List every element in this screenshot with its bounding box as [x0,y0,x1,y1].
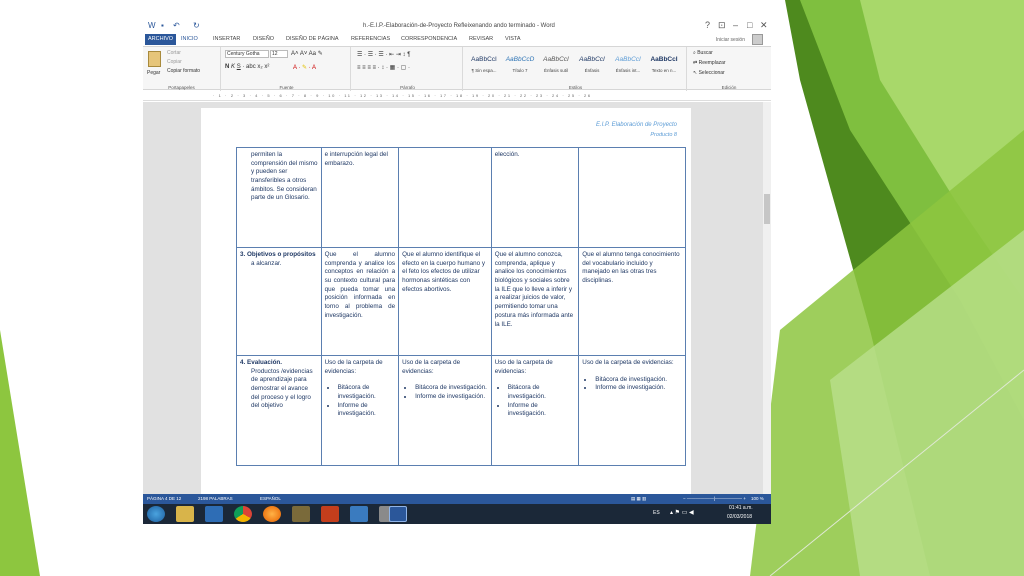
input-language[interactable]: ES [653,510,660,516]
windows-taskbar [143,504,771,524]
table-cell[interactable]: 4. Evaluación. Productos /evidencias de aprendizaje para demostrar el avance del proceso y el logro del objetivo [237,356,322,466]
document-page[interactable] [201,108,691,498]
table-cell[interactable]: Uso de la carpeta de evidencias: • Bitácora de investigación. • Informe de investigación. [321,356,399,466]
table-cell[interactable] [579,148,686,248]
style-gallery-item[interactable]: AaBbCcI Texto en n... [650,56,678,73]
list-item: • Bitácora de investigación. [337,384,396,401]
font-size-field[interactable]: 12 [270,50,288,58]
tab-archivo[interactable]: ARCHIVO [145,34,176,45]
scrollbar-thumb[interactable] [764,194,770,224]
paragraph-group [353,47,463,91]
avatar[interactable] [752,34,763,45]
firefox-icon[interactable] [263,506,281,522]
title-bar [143,18,771,34]
signin-link[interactable]: Iniciar sesión [715,37,745,43]
ribbon [143,46,771,90]
table-cell[interactable]: Uso de la carpeta de evidencias: • Bitácora de investigación. • Informe de investigación. [579,356,686,466]
redo-icon[interactable]: ↻ [193,21,200,30]
font-name-field[interactable]: Century Gotha [225,50,269,58]
list-item: • Informe de investigación. [337,402,396,419]
tab-diseno[interactable]: DISEÑO [253,36,275,42]
clipboard-group-label: Portapapeles [168,85,195,90]
table-cell[interactable]: e interrupción legal del embarazo. [321,148,399,248]
table-cell[interactable]: permiten la comprensión del mismo y pueden ser transferibles a otros ámbitos. Se consideran parte de un Glosario. [237,148,322,248]
maximize-icon[interactable]: □ [747,20,753,30]
style-gallery-item[interactable]: AaBbCcI Énfasis [579,56,605,73]
editing-group-label: Edición [721,85,737,90]
paste-button[interactable]: Pegar [147,70,161,76]
powerpoint-icon[interactable] [321,506,339,522]
document-area [143,102,763,494]
picture-viewer-icon[interactable] [350,506,368,522]
tab-correspondencia[interactable]: CORRESPONDENCIA [401,36,458,42]
font-group [223,47,351,91]
table-row [237,356,686,466]
table-cell[interactable] [399,148,492,248]
page-header-title: E.I.P. Elaboración de Proyecto [596,122,677,128]
list-item: • Bitácora de investigación. [507,384,576,401]
ruler-marks: · 1 · 2 · 3 · 4 · 5 · 6 · 7 · 8 · 9 · 10 · 11 · 12 · 13 · 14 · 15 · 16 · 17 · 18 · 19 · 20 · 21 · 22 · 23 · 24 · 25 · 26 [213,93,592,98]
list-icons[interactable]: ☰ · ☰ · ☰ · ⇤ ⇥ ↕ ¶ [357,52,411,58]
select-button[interactable]: ↖ Seleccionar [693,70,725,76]
save-icon[interactable]: ▪ [161,21,164,30]
search-icon: ⌕ [693,50,696,56]
table-cell[interactable]: 3. Objetivos o propósitos a alcanzar. [237,248,322,356]
tab-insertar[interactable]: INSERTAR [213,36,241,42]
table-cell[interactable]: Uso de la carpeta de evidencias: • Bitácora de investigación. • Informe de investigación. [399,356,492,466]
font-grow-shrink-icons[interactable]: A˄ A˅ Aa ✎ [291,51,323,57]
style-gallery-item[interactable]: AaBbCcD Título 7 [505,56,535,73]
vertical-scrollbar[interactable] [763,102,771,494]
styles-group-label: Estilos [568,85,583,90]
file-explorer-icon[interactable] [176,506,194,522]
close-icon[interactable]: ✕ [760,20,768,30]
table-cell[interactable]: elección. [491,148,579,248]
rubric-table [236,147,686,466]
font-format-icons[interactable]: N K S · abc x₂ x² [225,64,270,70]
font-color-icons[interactable]: A · ✎ · A [293,65,317,71]
align-icons[interactable]: ≡ ≡ ≡ ≡ · ↕ · ▦ · ▢ · [357,65,411,71]
window-title: h.-E.I.P.-Elaboración-de-Proyecto Refleixenando ando terminado - Word [363,23,555,29]
undo-icon[interactable]: ↶ [173,21,180,30]
zoom-slider[interactable]: − ——————|—————— + [683,496,746,501]
paste-icon[interactable] [148,51,161,67]
table-row [237,248,686,356]
folder-icon[interactable] [292,506,310,522]
ribbon-tabs [143,34,771,46]
language-indicator[interactable]: ESPAÑOL [260,496,281,501]
table-cell[interactable]: Que el alumno tenga conocimiento del vocabulario incluido y manejado en las otras tres disciplinas. [579,248,686,356]
status-bar [143,494,771,504]
left-green-triangle [0,330,40,576]
zoom-level[interactable]: 100 % [751,496,764,501]
tab-diseno-pagina[interactable]: DISEÑO DE PÁGINA [286,36,339,42]
editing-group [689,47,769,91]
styles-group [465,47,687,91]
ribbon-display-icon[interactable]: ⊡ [718,20,726,30]
clipboard-group [143,47,221,91]
cut-button[interactable]: Cortar [167,50,181,56]
clock-date[interactable]: 02/03/2018 [727,514,753,520]
horizontal-ruler[interactable] [143,91,771,101]
style-gallery-item[interactable]: AaBbCcI ¶ Sin espa... [471,56,497,73]
tab-revisar[interactable]: REVISAR [469,36,494,42]
minimize-icon[interactable]: – [733,20,739,30]
style-gallery-item[interactable]: AaBbCcI Énfasis sutil [543,56,569,73]
list-item: • Informe de investigación. [414,393,488,402]
replace-button[interactable]: ⇄ Reemplazar [693,60,726,66]
list-item: • Bitácora de investigación. [414,384,488,393]
tab-inicio[interactable]: INICIO [181,36,198,42]
style-gallery-item[interactable]: AaBbCcI Énfasis int... [615,56,641,73]
paragraph-group-label: Párrafo [400,85,415,90]
list-item: • Informe de investigación. [507,402,576,419]
table-cell[interactable]: Que el alumno conozca, comprenda, aplique y analice los conocimientos biológicos y sociales sobre la ILE que lo lleve a inferir y a realizar juicios de valor, permitiendo tomar una postura más informada ante la ILE. [491,248,579,356]
tray-icons[interactable]: ▴ ⚑ ▭ ◀ [670,510,694,516]
list-item: • Bitácora de investigación. [594,376,682,385]
copy-button[interactable]: Copiar [167,59,182,65]
table-cell[interactable]: Que el alumno comprenda y analice los conceptos en relación a su contexto cultural para que pueda tomar una posición informada en torno al problema de investigación. [321,248,399,356]
replace-icon: ⇄ [693,60,698,66]
start-button-icon[interactable] [147,506,165,522]
format-painter-button[interactable]: Copiar formato [167,68,201,74]
table-cell[interactable]: Uso de la carpeta de evidencias: • Bitácora de investigación. • Informe de investigación. [491,356,579,466]
table-cell[interactable]: Que el alumno identifique el efecto en la cuerpo humano y el feto los efectos de utilizar hormonas sintéticas con efectos abortivos. [399,248,492,356]
word-window [143,18,771,524]
list-item: • Informe de investigación. [594,384,682,393]
word-count[interactable]: 2198 PALABRAS [198,496,233,501]
page-header-subtitle: Producto 8 [650,132,677,138]
table-row [237,148,686,248]
help-icon[interactable]: ? [705,20,711,30]
chrome-icon[interactable] [234,506,252,522]
tab-vista[interactable]: VISTA [505,36,521,42]
find-button[interactable]: ⌕ Buscar [693,50,713,56]
page-count[interactable]: PÁGINA 4 DE 12 [147,496,182,501]
media-player-icon[interactable] [205,506,223,522]
word-app-icon: W [148,21,156,30]
view-mode-icons[interactable]: ▤ ▦ ▥ [631,496,647,501]
font-group-label: Fuente [279,85,294,90]
word-taskbar-icon[interactable] [389,506,407,522]
tab-referencias[interactable]: REFERENCIAS [351,36,391,42]
clock-time[interactable]: 01:41 a.m. [729,505,753,511]
select-icon: ↖ [693,70,698,76]
